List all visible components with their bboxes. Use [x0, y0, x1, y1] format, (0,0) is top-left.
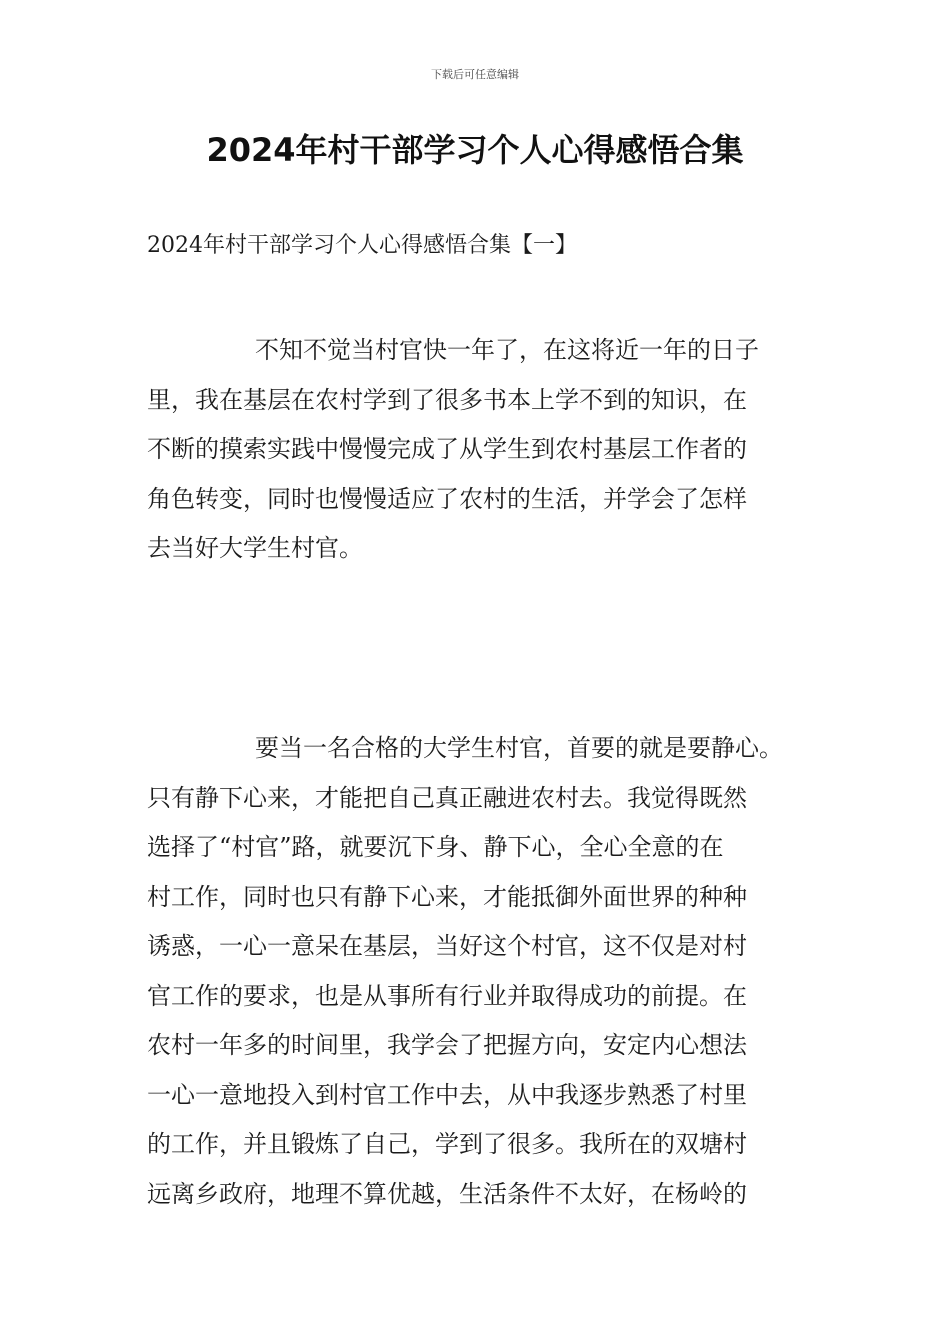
paragraph-line: 一心一意地投入到村官工作中去，从中我逐步熟悉了村里	[147, 1080, 747, 1109]
paragraph-line: 里，我在基层在农村学到了很多书本上学不到的知识，在	[147, 385, 747, 414]
paragraph-2	[147, 724, 837, 1219]
paragraph-line: 只有静下心来，才能把自己真正融进农村去。我觉得既然	[147, 783, 747, 812]
paragraph-line: 的工作，并且锻炼了自己，学到了很多。我所在的双塘村	[147, 1130, 747, 1158]
paragraph-line: 农村一年多的时间里，我学会了把握方向，安定内心想法	[147, 1031, 747, 1059]
paragraph-line: 诱惑，一心一意呆在基层，当好这个村官，这不仅是对村	[147, 932, 747, 960]
header-note: 下载后可任意编辑	[431, 68, 519, 81]
paragraph-line: 角色转变，同时也慢慢适应了农村的生活，并学会了怎样	[147, 484, 747, 513]
paragraph-line: 官工作的要求，也是从事所有行业并取得成功的前提。在	[147, 981, 747, 1010]
document-title: 2024年村干部学习个人心得感悟合集	[206, 131, 744, 169]
paragraph-line: 村工作，同时也只有静下心来，才能抵御外面世界的种种	[147, 882, 747, 911]
paragraph-line: 去当好大学生村官。	[147, 534, 363, 562]
paragraph-line: 不断的摸索实践中慢慢完成了从学生到农村基层工作者的	[147, 435, 747, 463]
paragraph-line: 要当一名合格的大学生村官，首要的就是要静心。	[255, 734, 783, 762]
section-heading: 2024年村干部学习个人心得感悟合集【一】	[147, 233, 577, 258]
paragraph-line: 选择了“村官”路，就要沉下身、静下心，全心全意的在	[147, 833, 724, 861]
paragraph-1	[147, 326, 837, 574]
paragraph-line: 远离乡政府，地理不算优越，生活条件不太好，在杨岭的	[147, 1179, 747, 1208]
paragraph-line: 不知不觉当村官快一年了，在这将近一年的日子	[255, 336, 759, 364]
